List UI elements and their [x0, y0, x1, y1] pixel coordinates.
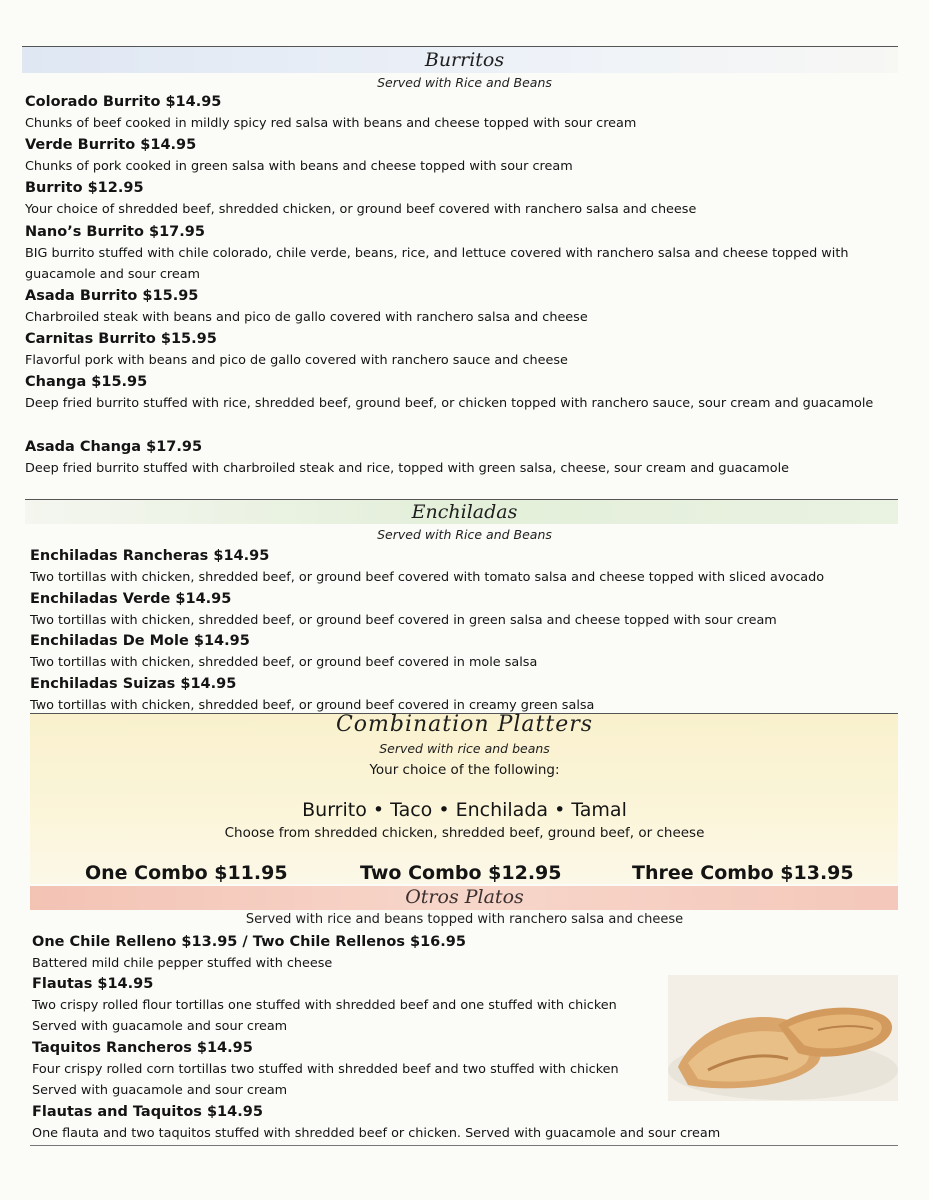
enchiladas-subtitle: Served with Rice and Beans	[377, 527, 552, 542]
menu-item	[32, 1102, 892, 1144]
flautas-photo	[668, 975, 898, 1101]
menu-item	[30, 589, 890, 631]
item-description: Two tortillas with chicken, shredded beef, or ground beef covered in mole salsa	[30, 655, 538, 670]
item-name: Asada Changa $17.95	[25, 439, 203, 455]
item-name: Asada Burrito $15.95	[25, 288, 199, 304]
menu-item	[25, 222, 885, 285]
item-description: Two crispy rolled flour tortillas one stuffed with shredded beef and one stuffed with chicken	[32, 998, 617, 1013]
menu-item	[32, 1038, 682, 1101]
menu-item	[32, 974, 682, 1037]
menu-item	[30, 631, 890, 673]
item-description-extra: Served with guacamole and sour cream	[32, 1019, 288, 1034]
item-name: Carnitas Burrito $15.95	[25, 331, 217, 347]
menu-item	[25, 135, 885, 177]
item-name: Enchiladas Rancheras $14.95	[30, 548, 270, 564]
item-name: Enchiladas Verde $14.95	[30, 591, 232, 607]
burritos-title: Burritos	[424, 49, 505, 71]
item-name: Taquitos Rancheros $14.95	[32, 1040, 253, 1056]
three-combo-price: Three Combo $13.95	[632, 862, 854, 884]
menu-item	[32, 932, 672, 974]
item-description: BIG burrito stuffed with chile colorado, chile verde, beans, rice, and lettuce covered with ranchero salsa and cheese topped with guacamole and sour cream	[25, 246, 849, 282]
item-description: Chunks of pork cooked in green salsa with beans and cheese topped with sour cream	[25, 159, 573, 174]
item-description: Battered mild chile pepper stuffed with cheese	[32, 956, 333, 971]
item-description-extra: Served with guacamole and sour cream	[32, 1083, 288, 1098]
item-name: Burrito $12.95	[25, 180, 144, 196]
item-description: Your choice of shredded beef, shredded chicken, or ground beef covered with ranchero salsa and cheese	[25, 202, 697, 217]
burritos-subtitle: Served with Rice and Beans	[377, 75, 552, 90]
menu-item	[30, 546, 890, 588]
item-description: Two tortillas with chicken, shredded beef, or ground beef covered in creamy green salsa	[30, 698, 595, 713]
menu-item	[25, 437, 885, 479]
item-description: Two tortillas with chicken, shredded beef, or ground beef covered in green salsa and cheese topped with sour cream	[30, 613, 777, 628]
item-description: Deep fried burrito stuffed with charbroiled steak and rice, topped with green salsa, cheese, sour cream and guacamole	[25, 461, 790, 476]
item-description: Two tortillas with chicken, shredded beef, or ground beef covered with tomato salsa and cheese topped with sliced avocado	[30, 570, 825, 585]
enchiladas-title: Enchiladas	[411, 501, 518, 523]
item-name: Flautas $14.95	[32, 976, 154, 992]
item-name: Verde Burrito $14.95	[25, 137, 197, 153]
item-name: One Chile Relleno $13.95 / Two Chile Rellenos $16.95	[32, 934, 466, 950]
combos-fillings: Choose from shredded chicken, shredded beef, ground beef, or cheese	[224, 825, 705, 841]
combos-subtitle: Served with rice and beans	[379, 741, 550, 756]
item-name: Changa $15.95	[25, 374, 148, 390]
item-description: Chunks of beef cooked in mildly spicy red salsa with beans and cheese topped with sour cream	[25, 116, 637, 131]
item-description: Charbroiled steak with beans and pico de gallo covered with ranchero salsa and cheese	[25, 310, 588, 325]
one-combo-price: One Combo $11.95	[85, 862, 288, 884]
item-description: One flauta and two taquitos stuffed with shredded beef or chicken. Served with guacamole and sour cream	[32, 1126, 721, 1141]
combos-choice-line: Your choice of the following:	[369, 762, 560, 778]
item-name: Enchiladas De Mole $14.95	[30, 633, 250, 649]
menu-item	[25, 329, 885, 371]
item-description: Flavorful pork with beans and pico de gallo covered with ranchero sauce and cheese	[25, 353, 568, 368]
combos-title: Combination Platters	[335, 712, 594, 737]
menu-item	[30, 674, 890, 716]
item-description: Four crispy rolled corn tortillas two stuffed with shredded beef and two stuffed with chicken	[32, 1062, 619, 1077]
item-name: Enchiladas Suizas $14.95	[30, 676, 237, 692]
item-name: Colorado Burrito $14.95	[25, 94, 222, 110]
two-combo-price: Two Combo $12.95	[360, 862, 562, 884]
page-bottom-rule	[30, 1145, 898, 1146]
menu-item	[25, 372, 885, 414]
item-name: Nano’s Burrito $17.95	[25, 224, 205, 240]
otros-subtitle: Served with rice and beans topped with ranchero salsa and cheese	[245, 912, 684, 927]
item-description: Deep fried burrito stuffed with rice, shredded beef, ground beef, or chicken topped with ranchero sauce, sour cream and guacamole	[25, 396, 874, 411]
menu-item	[25, 286, 885, 328]
combos-options: Burrito • Taco • Enchilada • Tamal	[302, 799, 627, 821]
menu-item	[25, 92, 885, 134]
item-name: Flautas and Taquitos $14.95	[32, 1104, 263, 1120]
otros-title: Otros Platos	[405, 886, 524, 908]
menu-item	[25, 178, 885, 220]
